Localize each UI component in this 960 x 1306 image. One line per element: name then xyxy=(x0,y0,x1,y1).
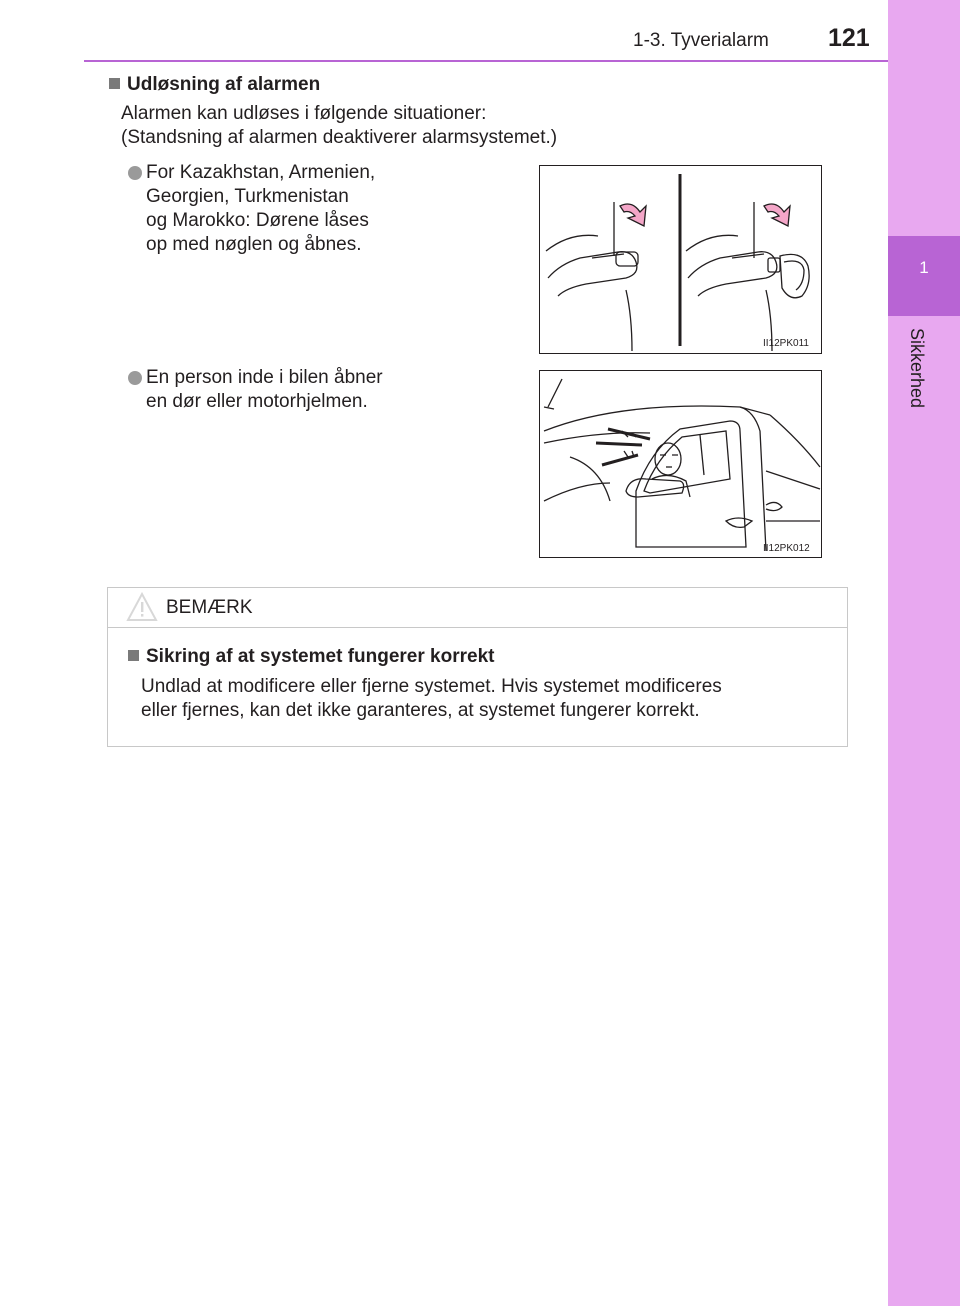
car-door-illustration xyxy=(540,371,821,557)
intro-line: Alarmen kan udløses i følgende situationer: xyxy=(121,103,487,124)
bullet-line: Georgien, Turkmenistan xyxy=(146,186,349,207)
figure-code: II12PK011 xyxy=(763,338,809,349)
figure-door-handle-key xyxy=(539,165,822,354)
section-intro xyxy=(121,102,557,150)
figure-code: II12PK012 xyxy=(763,543,810,554)
notice-title xyxy=(128,646,494,668)
round-bullet-icon xyxy=(128,371,142,385)
notice-box xyxy=(107,587,848,747)
page-number: 121 xyxy=(828,24,870,52)
header-divider xyxy=(84,60,888,62)
bullet-line: En person inde i bilen åbner xyxy=(146,367,383,388)
section-title xyxy=(109,74,320,96)
notice-header-label: BEMÆRK xyxy=(166,597,253,618)
notice-text xyxy=(141,675,722,723)
round-bullet-icon xyxy=(128,166,142,180)
section-title-text: Udløsning af alarmen xyxy=(127,74,321,95)
notice-header xyxy=(108,588,847,628)
door-handle-illustration xyxy=(540,166,821,353)
chapter-sidebar xyxy=(888,0,960,1306)
bullet-line: en dør eller motorhjelmen. xyxy=(146,391,368,412)
chapter-tab xyxy=(888,236,960,316)
square-bullet-icon xyxy=(109,78,120,89)
bullet-line: For Kazakhstan, Armenien, xyxy=(146,162,376,183)
figure-person-opening-door xyxy=(539,370,822,558)
notice-line: eller fjernes, kan det ikke garanteres, at systemet fungerer korrekt. xyxy=(141,700,700,721)
chapter-number: 1 xyxy=(919,258,929,277)
bullet-line: op med nøglen og åbnes. xyxy=(146,234,362,255)
bullet-item xyxy=(128,366,383,414)
notice-title-text: Sikring af at systemet fungerer korrekt xyxy=(146,646,495,667)
chapter-title: Sikkerhed xyxy=(907,328,927,409)
bullet-item xyxy=(128,161,375,257)
square-bullet-icon xyxy=(128,650,139,661)
section-header-title: 1-3. Tyverialarm xyxy=(633,30,769,51)
bullet-line: og Marokko: Dørene låses xyxy=(146,210,369,231)
intro-line: (Standsning af alarmen deaktiverer alarmsystemet.) xyxy=(121,127,558,148)
warning-triangle-icon xyxy=(126,592,158,622)
notice-line: Undlad at modificere eller fjerne systemet. Hvis systemet modificeres xyxy=(141,676,722,697)
